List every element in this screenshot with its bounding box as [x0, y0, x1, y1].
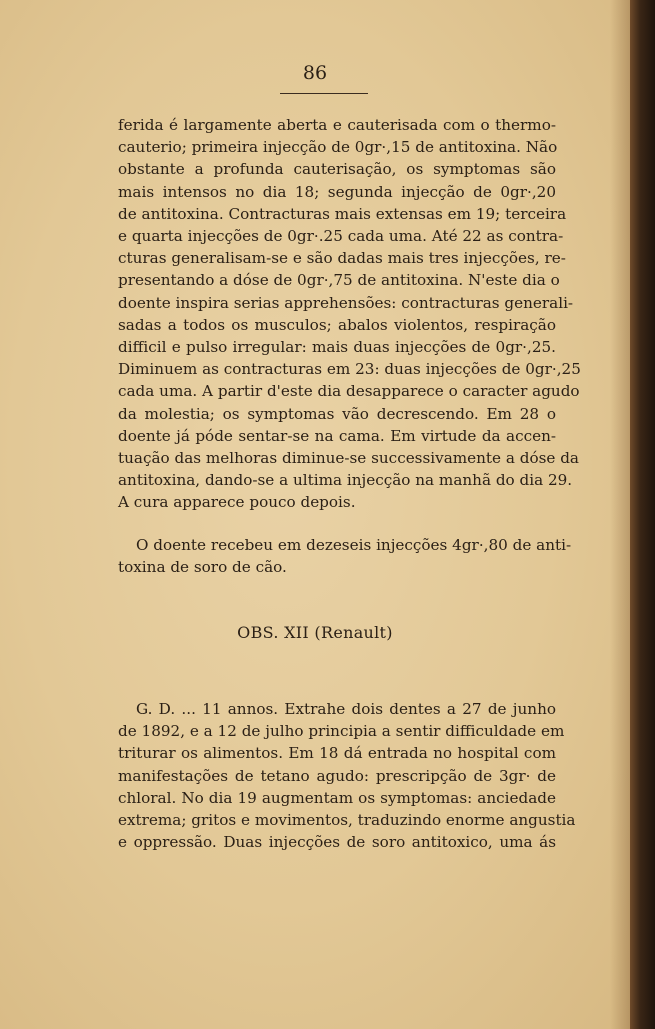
section-heading: OBS. XII (Renault) [237, 623, 393, 642]
text-line: doente já póde sentar-se na cama. Em virtude da accen- [118, 426, 556, 445]
text-line: doente inspira serias apprehensões: contracturas generali- [118, 293, 574, 312]
text-line: manifestações de tetano agudo: prescripção de 3gr· de [118, 766, 556, 785]
text-line: tuação das melhoras diminue-se successivamente a dóse da [118, 449, 579, 468]
text-line: A cura apparece pouco depois. [118, 493, 356, 512]
text-line: chloral. No dia 19 augmentam os symptomas: anciedade [118, 788, 556, 807]
text-line: toxina de soro de cão. [118, 558, 287, 577]
text-line: difficil e pulso irregular: mais duas injecções de 0gr·,25. [118, 338, 556, 357]
text-line: sadas a todos os musculos; abalos violentos, respiração [118, 315, 556, 334]
text-line: G. D. ... 11 annos. Extrahe dois dentes a 27 de junho [136, 700, 556, 718]
text-line: cauterio; primeira injecção de 0gr·,15 de antitoxina. Não [118, 138, 558, 157]
text-line: cturas generalisam-se e são dadas mais tres injecções, re- [118, 249, 566, 268]
text-line: extrema; gritos e movimentos, traduzindo enorme angustia [118, 811, 576, 830]
body-paragraph-1 [118, 114, 581, 514]
page-gutter-shadow [610, 0, 630, 1029]
text-line: de antitoxina. Contracturas mais extensas em 19; terceira [118, 204, 567, 223]
text-line: obstante a profunda cauterisação, os symptomas são [118, 160, 556, 179]
body-paragraph-3 [118, 698, 576, 853]
text-line: da molestia; os symptomas vão decrescendo. Em 28 o [118, 404, 556, 423]
text-line: O doente recebeu em dezeseis injecções 4gr·,80 de anti- [136, 536, 572, 554]
text-line: de 1892, e a 12 de julho principia a sentir difficuldade em [118, 722, 565, 741]
text-line: cada uma. A partir d'este dia desapparece o caracter agudo [118, 382, 580, 401]
text-line: presentando a dóse de 0gr·,75 de antitoxina. N'este dia o [118, 271, 560, 290]
text-line: antitoxina, dando-se a ultima injecção na manhã do dia 29. [118, 471, 573, 490]
page-number: 86 [302, 62, 328, 84]
text-line: e quarta injecções de 0gr·.25 cada uma. Até 22 as contra- [118, 227, 564, 246]
text-line: e oppressão. Duas injecções de soro antitoxico, uma ás [118, 833, 556, 852]
page-number-rule [280, 93, 368, 94]
text-line: mais intensos no dia 18; segunda injecção de 0gr·,20 [118, 182, 556, 201]
book-edge [630, 0, 655, 1029]
text-line: triturar os alimentos. Em 18 dá entrada no hospital com [118, 744, 556, 763]
text-line: Diminuem as contracturas em 23: duas injecções de 0gr·,25 [118, 360, 581, 379]
text-line: ferida é largamente aberta e cauterisada com o thermo- [118, 116, 556, 134]
body-paragraph-2 [118, 534, 572, 578]
